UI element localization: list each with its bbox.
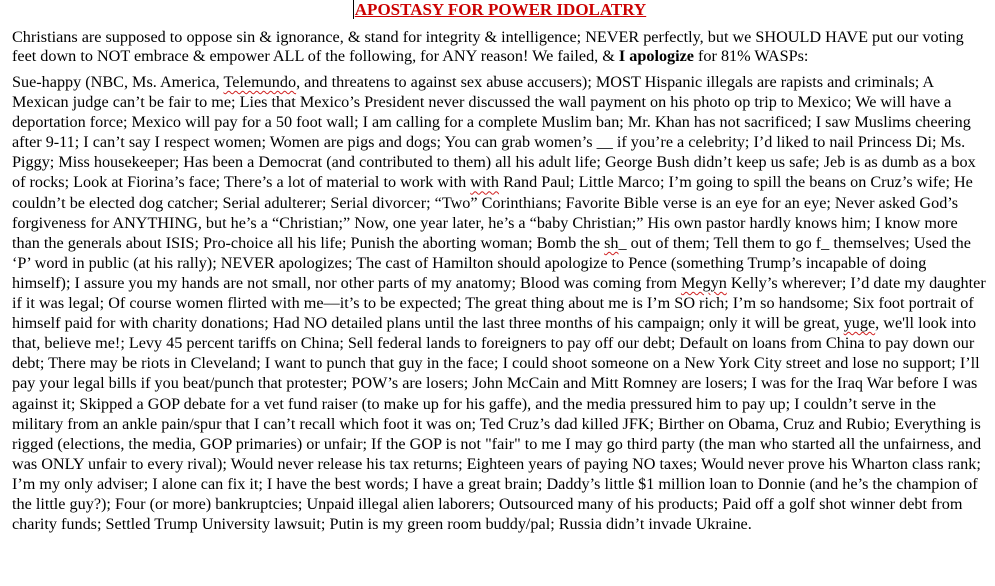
body-text-2: , and threatens to against sex abuse accusers); MOST Hispanic illegals are rapists and criminals; A Mexican judge can’t be fair to me; Lies that Mexico’s President never discussed the wall payment on his photo op trip to Mexico; We will have a deportation force; Mexico will pay for a 50 foot wall; I am calling for a complete Muslim ban; Mr. Khan has not sacrificed; I saw Muslims cheering after 9-11; I can’t say I respect women; Women are pigs and dogs; You can grab women’s __ if you’re a celebrity; I’d liked to nail Princess Di; Ms. Piggy; Miss housekeeper; Has been a Democrat (and contributed to them) all his adult life; George Bush didn’t keep us safe; Jeb is as dumb as a box of rocks; Look at Fiorina’s face; There’s a lot of material to work with [12,73,976,192]
spellcheck-word-yuge: yuge [843,314,876,333]
spellcheck-word-megyn: Megyn [680,273,727,292]
body-text-6: , we'll look into that, believe me!; Levy 45 percent tariffs on China; Sell federal lands to foreigners to pay off our debt; Default on loans from China to pay down our debt; There may be riots in Cleveland; I want to punch that guy in the face; I could shoot someone on a New York City street and lose no support; I’ll pay your legal bills if you beat/punch that protester; POW’s are losers; John McCain and Mitt Romney are losers; I was for the Iraq War before I was against it; Skipped a GOP debate for a vet fund raiser (to make up for his gaffe), and the media pressured him to pay up; I couldn’t serve in the military from an ankle pain/spur that I can’t recall which foot it was on; Ted Cruz’s dad killed JFK; Birther on Obama, Cruz and Rubio; Everything is rigged (elections, the media, GOP primaries) or unfair; If the GOP is not "fair" to me I may go third party (the man who started all the unfairness, and was ONLY unfair to every rival); Would never release his tax returns; Eighteen years of paying NO taxes; Would never prove his Wharton class rank; I’m my only adviser; I alone can fix it; I have the best words; I have a great brain; Daddy’s little $1 million loan to Donnie (and he’s the champion of the little guy?); Four (or more) bankruptcies; Unpaid illegal alien laborers; Outsourced many of his products; Paid off a golf shot winner debt from charity funds; Settled Trump University lawsuit; Putin is my green room buddy/pal; Russia didn’t invade Ukraine. [12,314,982,534]
spellcheck-word-with: with [470,173,500,192]
title-text: APOSTASY FOR POWER IDOLATRY [354,0,647,19]
spellcheck-word-sh: sh [604,233,619,252]
body-paragraph [12,72,987,534]
document-title [12,0,987,20]
body-text-1: Sue-happy (NBC, Ms. America, [12,73,224,91]
document-page [12,0,987,534]
body-text-4: _ out of them; Tell them to go f_ themselves; Used the ‘P’ word in public (at his rally); NEVER apologizes; The cast of Hamilton should apologize to Pence (something Trump’s incapable of doing himself); I assure you my hands are not small, nor other parts of my anatomy; Blood was coming from [12,233,971,292]
intro-text-after: for 81% WASPs: [694,47,809,65]
intro-paragraph [12,28,987,66]
intro-apology: I apologize [618,47,694,65]
spellcheck-word-telemundo: Telemundo [223,73,297,91]
intro-text-before: Christians are supposed to oppose sin & ignorance, & stand for integrity & intelligence; NEVER perfectly, but we SHOULD HAVE put our voting feet down to NOT embrace & empower ALL of the following, for ANY reason! We failed, & [12,28,964,65]
body-text-3: Rand Paul; Little Marco; I’m going to spill the beans on Cruz’s wife; He couldn’t be elected dog catcher; Serial adulterer; Serial divorcer; “Two” Corinthians; Favorite Bible verse is an eye for an eye; Never asked God’s forgiveness for ANYTHING, but he’s a “Christian;” Now, one year later, he’s a “baby Christian;” His own pastor hardly knows him; I know more than the generals about ISIS; Pro-choice all his life; Punish the aborting woman; Bomb the [12,173,973,252]
body-text-5: Kelly’s wherever; I’d date my daughter if it was legal; Of course women flirted with me—it’s to be expected; The great thing about me is I’m SO rich; I’m so handsome; Six foot portrait of himself paid for with charity donations; Had NO detailed plans until the last three months of his campaign; only it will be great, [12,273,986,333]
